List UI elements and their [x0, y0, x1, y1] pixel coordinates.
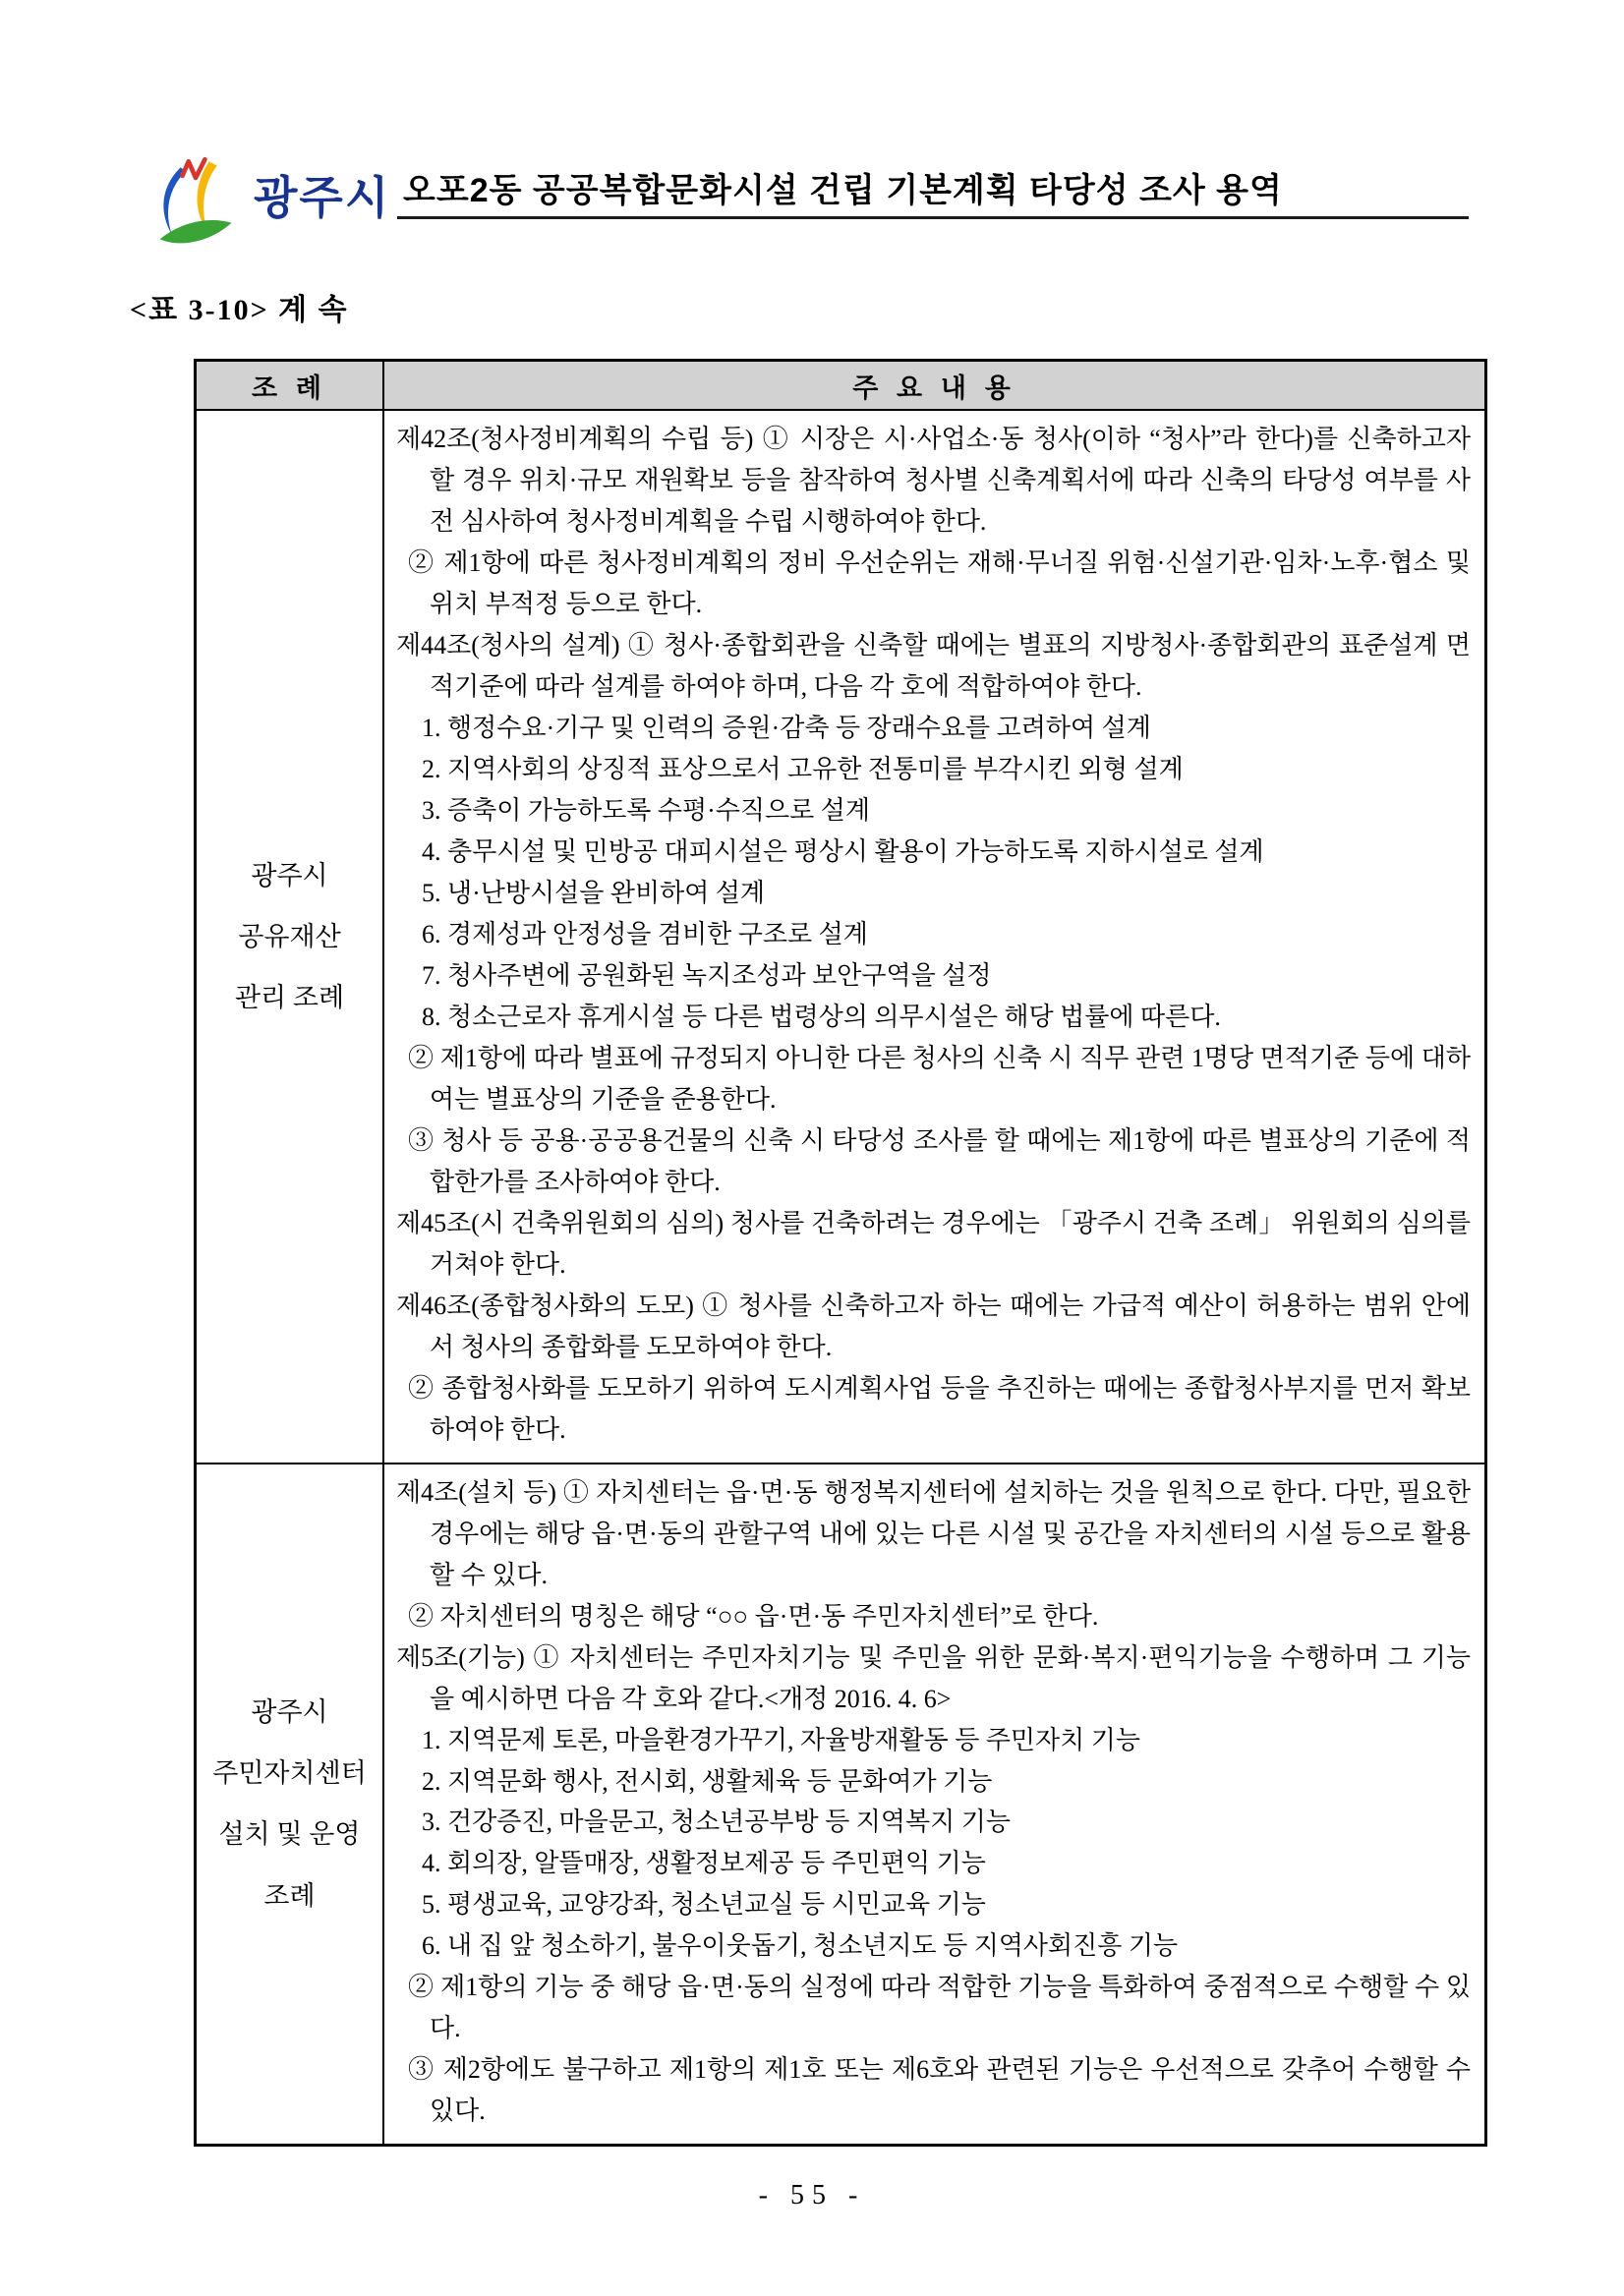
content-paragraph: 5. 평생교육, 교양강좌, 청소년교실 등 시민교육 기능 — [422, 1890, 986, 1920]
content-paragraph: 5. 냉·난방시설을 완비하여 설계 — [422, 878, 766, 907]
content-paragraph: 제4조(설치 등) ① 자치센터는 읍·면·동 행정복지센터에 설치하는 것을 원칙으로 한다. 다만, 필요한 경우에는 해당 읍·면·동의 관할구역 내에 있는 다른 시설 및 공간을 자치센터의 시설 등으로 활용할 수 있다. — [396, 1477, 1471, 1589]
content-paragraph: 제46조(종합청사화의 도모) ① 청사를 신축하고자 하는 때에는 가급적 예산이 허용하는 범위 안에서 청사의 종합화를 도모하여야 한다. — [396, 1291, 1471, 1361]
content-paragraph: 6. 경제성과 안정성을 겸비한 구조로 설계 — [422, 919, 868, 948]
content-paragraph: 제44조(청사의 설계) ① 청사·종합회관을 신축할 때에는 별표의 지방청사·종합회관의 표준설계 면적기준에 따라 설계를 하여야 하며, 다음 각 호에 적합하여야 한다. — [396, 630, 1471, 701]
ordinance-name-line: 공유재산 — [238, 921, 341, 951]
content-paragraph: ② 제1항에 따른 청사정비계획의 정비 우선순위는 재해·무너질 위험·신설기관·임차·노후·협소 및 위치 부적정 등으로 한다. — [408, 547, 1471, 618]
content-paragraph: 2. 지역문화 행사, 전시회, 생활체육 등 문화여가 기능 — [422, 1766, 993, 1796]
content-paragraph: 4. 회의장, 알뜰매장, 생활정보제공 등 주민편익 기능 — [422, 1849, 986, 1878]
column-header-ordinance: 조 례 — [196, 361, 384, 411]
logo-text: 광주시 — [254, 172, 391, 223]
ordinance-name-line: 설치 및 운영 — [218, 1819, 361, 1850]
content-paragraph: ② 제1항에 따라 별표에 규정되지 아니한 다른 청사의 신축 시 직무 관련 1명당 면적기준 등에 대하여는 별표상의 기준을 준용한다. — [408, 1043, 1471, 1114]
content-paragraph: ③ 청사 등 공용·공공용건물의 신축 시 타당성 조사를 할 때에는 제1항에 따른 별표상의 기준에 적합한가를 조사하여야 한다. — [408, 1125, 1471, 1196]
page-number: - 55 - — [758, 2180, 866, 2210]
table-row — [196, 1464, 1486, 2146]
content-paragraph: 제42조(청사정비계획의 수립 등) ① 시장은 시·사업소·동 청사(이하 “청사”라 한다)를 신축하고자 할 경우 위치·규모 재원확보 등을 참작하여 청사별 신축계획서에 따라 신축의 타당성 여부를 사전 심사하여 청사정비계획을 수립 시행하여야 한다. — [396, 425, 1471, 536]
content-paragraph: 1. 행정수요·기구 및 인력의 증원·감축 등 장래수요를 고려하여 설계 — [422, 713, 1151, 742]
ordinance-name-line: 조례 — [263, 1880, 316, 1911]
ordinance-name — [196, 1464, 384, 2146]
ordinance-table — [194, 359, 1487, 2147]
ordinance-content — [383, 1464, 1486, 2146]
ordinance-name-line: 주민자치센터 — [212, 1758, 367, 1789]
content-paragraph: 7. 청사주변에 공원화된 녹지조성과 보안구역을 설정 — [422, 960, 992, 990]
content-paragraph: ② 자치센터의 명칭은 해당 “○○ 읍·면·동 주민자치센터”로 한다. — [408, 1601, 1099, 1631]
ordinance-content — [383, 410, 1486, 1464]
content-paragraph: 제5조(기능) ① 자치센터는 주민자치기능 및 주민을 위한 문화·복지·편익기능을 수행하며 그 기능을 예시하면 다음 각 호와 같다.<개정 2016. 4. 6> — [396, 1642, 1471, 1713]
table-header-row — [196, 361, 1486, 411]
table-caption: <표 3-10> 계 속 — [130, 294, 349, 326]
content-paragraph: 6. 내 집 앞 청소하기, 불우이웃돕기, 청소년지도 등 지역사회진흥 기능 — [422, 1931, 1179, 1961]
content-paragraph: 3. 증축이 가능하도록 수평·수직으로 설계 — [422, 795, 871, 825]
ordinance-name-line: 관리 조례 — [234, 982, 345, 1012]
header-divider — [397, 216, 1469, 219]
content-paragraph: 2. 지역사회의 상징적 표상으로서 고유한 전통미를 부각시킨 외형 설계 — [422, 754, 1184, 783]
ordinance-table-body — [196, 410, 1486, 2146]
content-paragraph: ③ 제2항에도 불구하고 제1항의 제1호 또는 제6호와 관련된 기능은 우선적으로 갖추어 수행할 수 있다. — [408, 2055, 1471, 2126]
content-paragraph: 3. 건강증진, 마을문고, 청소년공부방 등 지역복지 기능 — [422, 1808, 1011, 1837]
gwangju-logo-icon — [144, 153, 246, 256]
table-row — [196, 410, 1486, 1464]
ordinance-name-line: 광주시 — [251, 860, 328, 890]
ordinance-name — [196, 410, 384, 1464]
content-paragraph: ② 제1항의 기능 중 해당 읍·면·동의 실정에 따라 적합한 기능을 특화하여 중점적으로 수행할 수 있다. — [408, 1973, 1471, 2043]
content-paragraph: 4. 충무시설 및 민방공 대피시설은 평상시 활용이 가능하도록 지하시설로 설계 — [422, 836, 1264, 866]
ordinance-name-line: 광주시 — [251, 1697, 328, 1728]
column-header-content: 주 요 내 용 — [383, 361, 1486, 411]
gwangju-city-logo — [144, 153, 390, 256]
content-paragraph: ② 종합청사화를 도모하기 위하여 도시계획사업 등을 추진하는 때에는 종합청사부지를 먼저 확보하여야 한다. — [408, 1373, 1471, 1444]
document-header-title: 오포2동 공공복합문화시설 건립 기본계획 타당성 조사 용역 — [403, 172, 1283, 209]
content-paragraph: 제45조(시 건축위원회의 심의) 청사를 건축하려는 경우에는 「광주시 건축 조례」 위원회의 심의를 거쳐야 한다. — [396, 1208, 1472, 1279]
content-paragraph: 8. 청소근로자 휴게시설 등 다른 법령상의 의무시설은 해당 법률에 따른다. — [422, 1002, 1221, 1031]
content-paragraph: 1. 지역문제 토론, 마을환경가꾸기, 자율방재활동 등 주민자치 기능 — [422, 1725, 1141, 1754]
